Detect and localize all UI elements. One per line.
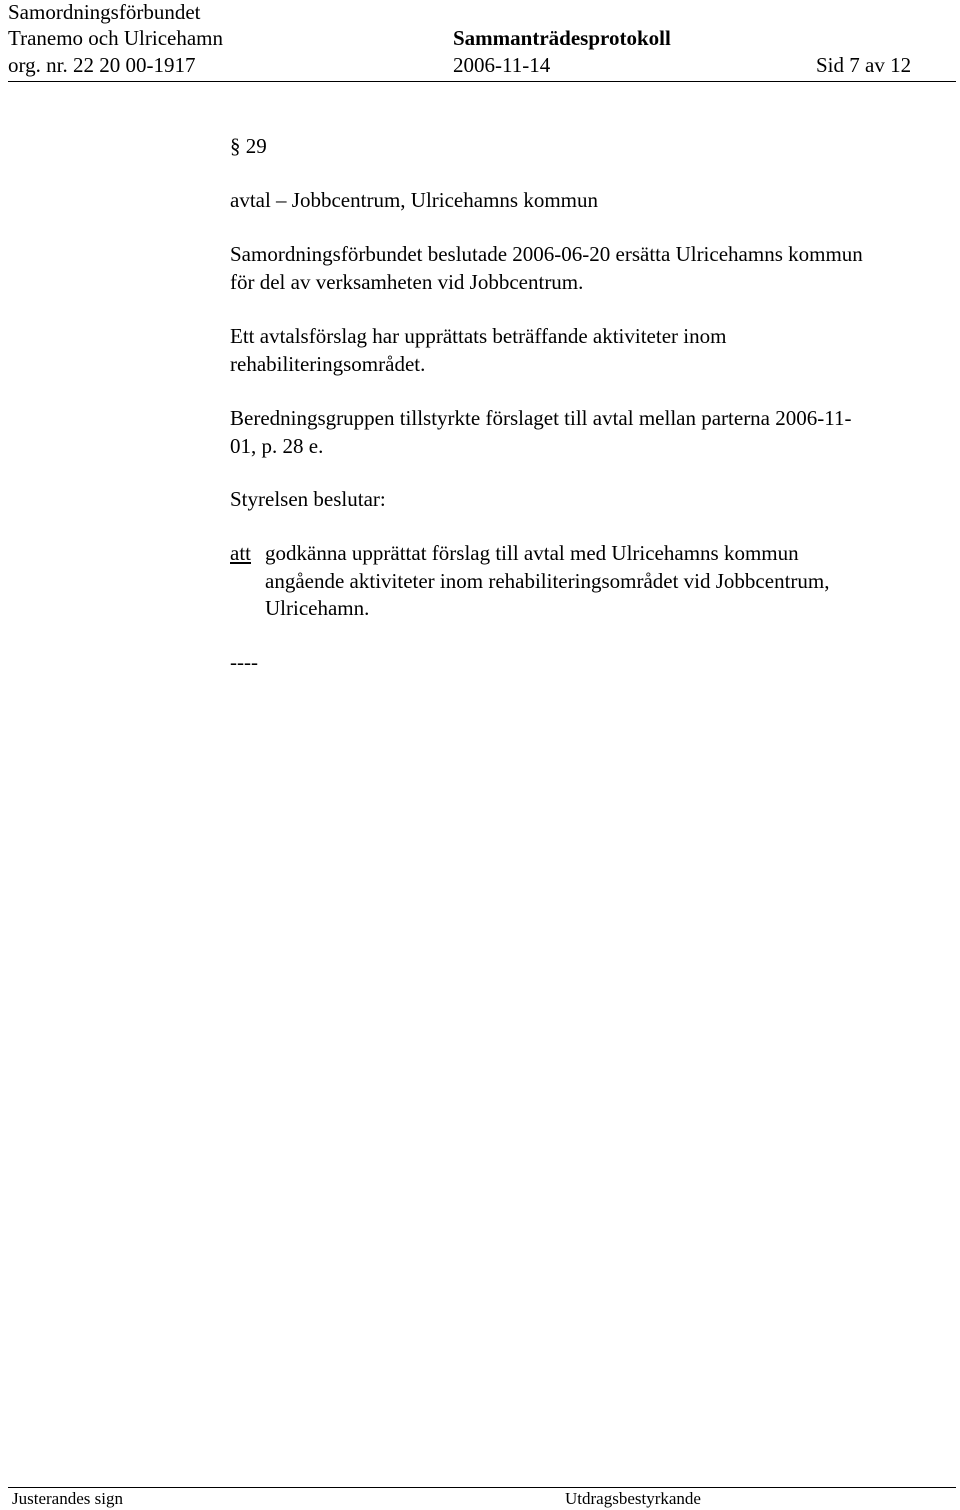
decision-intro: Styrelsen beslutar:	[230, 487, 386, 511]
footer-rule	[8, 1487, 956, 1488]
doc-type: Sammanträdesprotokoll	[453, 26, 671, 50]
paragraph-3-line-2: 01, p. 28 e.	[230, 434, 324, 458]
decision-line-1: godkänna upprättat förslag till avtal med Ulricehamns kommun	[265, 541, 799, 565]
section-heading	[230, 132, 267, 160]
org-number: org. nr. 22 20 00-1917	[8, 53, 196, 77]
paragraph-2-line-1: Ett avtalsförslag har upprättats beträffande aktiviteter inom	[230, 324, 727, 348]
meeting-date: 2006-11-14	[453, 53, 551, 77]
decision-att-label: att	[230, 541, 251, 565]
org-name: Samordningsförbundet	[8, 0, 201, 24]
decision-line-2: angående aktiviteter inom rehabiliteringsområdet vid Jobbcentrum,	[265, 569, 830, 593]
paragraph-1-line-1: Samordningsförbundet beslutade 2006-06-20 ersätta Ulricehamns kommun	[230, 242, 863, 266]
header-rule	[8, 81, 956, 82]
section-sign: §	[230, 134, 241, 158]
org-region: Tranemo och Ulricehamn	[8, 26, 224, 50]
page-indicator: Sid 7 av 12	[816, 53, 912, 77]
decision-line-3: Ulricehamn.	[265, 596, 370, 620]
paragraph-2-line-2: rehabiliteringsområdet.	[230, 352, 426, 376]
section-number: 29	[245, 134, 267, 158]
footer-right-label: Utdragsbestyrkande	[565, 1489, 701, 1508]
end-marker: ----	[230, 650, 258, 674]
paragraph-1-line-2: för del av verksamheten vid Jobbcentrum.	[230, 270, 584, 294]
footer-left-label: Justerandes sign	[12, 1489, 123, 1508]
section-title: avtal – Jobbcentrum, Ulricehamns kommun	[230, 188, 599, 212]
paragraph-3-line-1: Beredningsgruppen tillstyrkte förslaget till avtal mellan parterna 2006-11-	[230, 406, 852, 430]
